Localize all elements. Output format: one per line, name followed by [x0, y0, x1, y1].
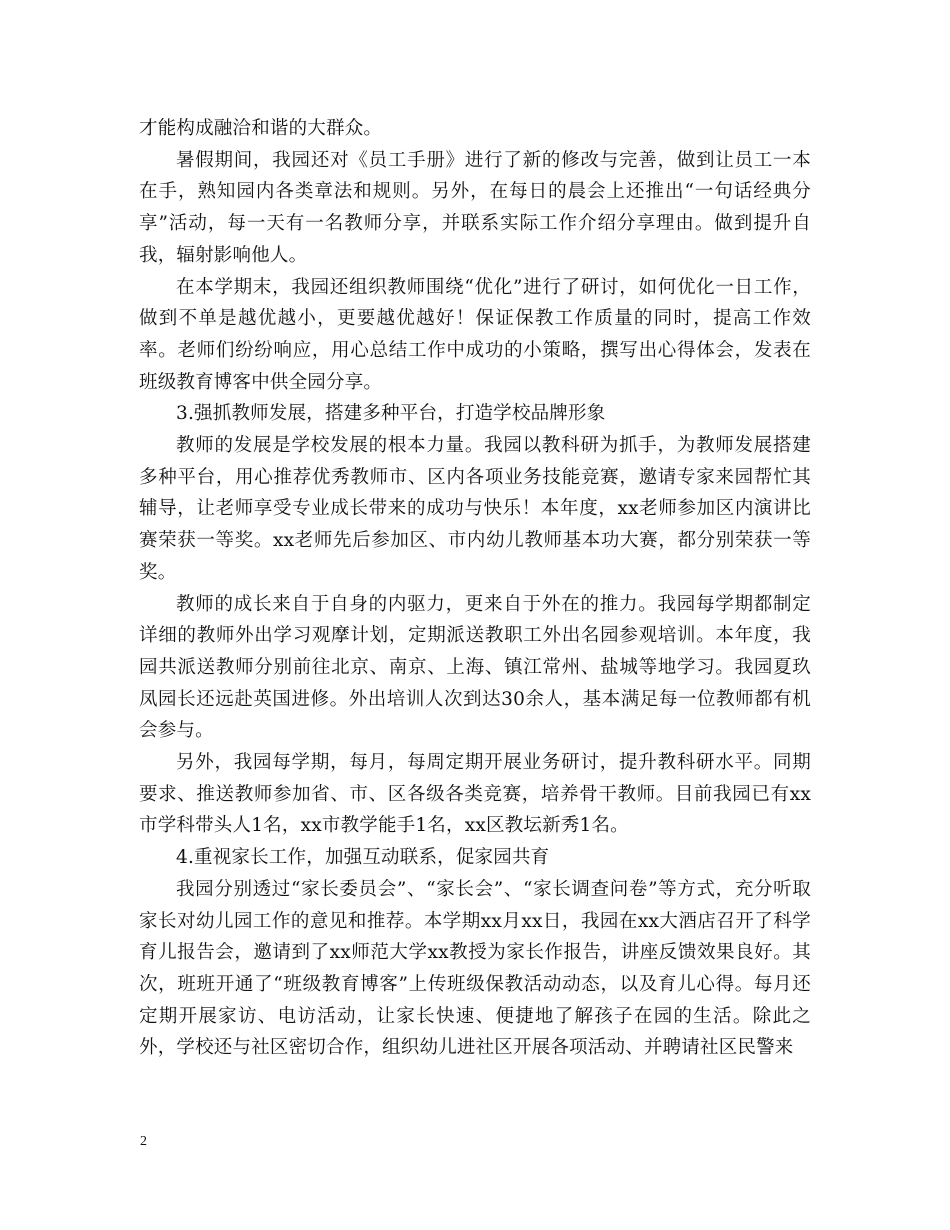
paragraph-research-seminars: 另外，我园每学期，每月，每周定期开展业务研讨，提升教科研水平。同期要求、推送教师参加省、市、区各级各类竞赛，培养骨干教师。目前我园已有xx市学科带头人1名，xx市教学能手1名，xx区教坛新秀1名。 [139, 752, 811, 837]
section-heading-parent-work: 4.重视家长工作，加强互动联系，促家园共育 [176, 847, 550, 869]
section-heading-teacher-development: 3.强抓教师发展，搭建多种平台，打造学校品牌形象 [176, 403, 606, 425]
paragraph-external-training: 教师的成长来自于自身的内驱力，更来自于外在的推力。我园每学期都制定详细的教师外出学习观摩计划，定期派送教职工外出名园参观培训。本年度，我园共派送教师分别前往北京、南京、上海、镇江常州、盐城等地学习。我园夏玖凤园长还远赴英国进修。外出培训人次到达30余人，基本满足每一位教师都有机会参与。 [139, 593, 811, 742]
document-body [139, 113, 811, 1064]
paragraph-staff-handbook: 暑假期间，我园还对《员工手册》进行了新的修改与完善，做到让员工一本在手，熟知园内各类章法和规则。另外，在每日的晨会上还推出“一句话经典分享”活动，每一天有一名教师分享，并联系实际工作介绍分享理由。做到提升自我，辐射影响他人。 [139, 149, 811, 266]
page-number: 2 [140, 1134, 147, 1149]
paragraph-optimization-seminar: 在本学期末，我园还组织教师围绕“优化”进行了研讨，如何优化一日工作，做到不单是越优越小，更要越优越好！保证保教工作质量的同时，提高工作效率。老师们纷纷响应，用心总结工作中成功的小策略，撰写出心得体会，发表在班级教育博客中供全园分享。 [139, 276, 811, 393]
paragraph-parent-work: 我园分别透过“家长委员会”、“家长会”、“家长调查问卷”等方式，充分听取家长对幼儿园工作的意见和推荐。本学期xx月xx日，我园在xx大酒店召开了科学育儿报告会，邀请到了xx师范大学xx教授为家长作报告，讲座反馈效果良好。其次，班班开通了“班级教育博客”上传班级保教活动动态，以及育儿心得。每月还定期开展家访、电访活动，让家长快速、便捷地了解孩子在园的生活。除此之外，学校还与社区密切合作，组织幼儿进社区开展各项活动、并聘请社区民警来 [139, 878, 811, 1059]
paragraph-continuation: 才能构成融洽和谐的大群众。 [139, 118, 383, 139]
paragraph-teacher-development: 教师的发展是学校发展的根本力量。我园以教科研为抓手，为教师发展搭建多种平台，用心推荐优秀教师市、区内各项业务技能竞赛，邀请专家来园帮忙其辅导，让老师享受专业成长带来的成功与快乐！本年度，xx老师参加区内演讲比赛荣获一等奖。xx老师先后参加区、市内幼儿教师基本功大赛，都分别荣获一等奖。 [139, 435, 811, 583]
